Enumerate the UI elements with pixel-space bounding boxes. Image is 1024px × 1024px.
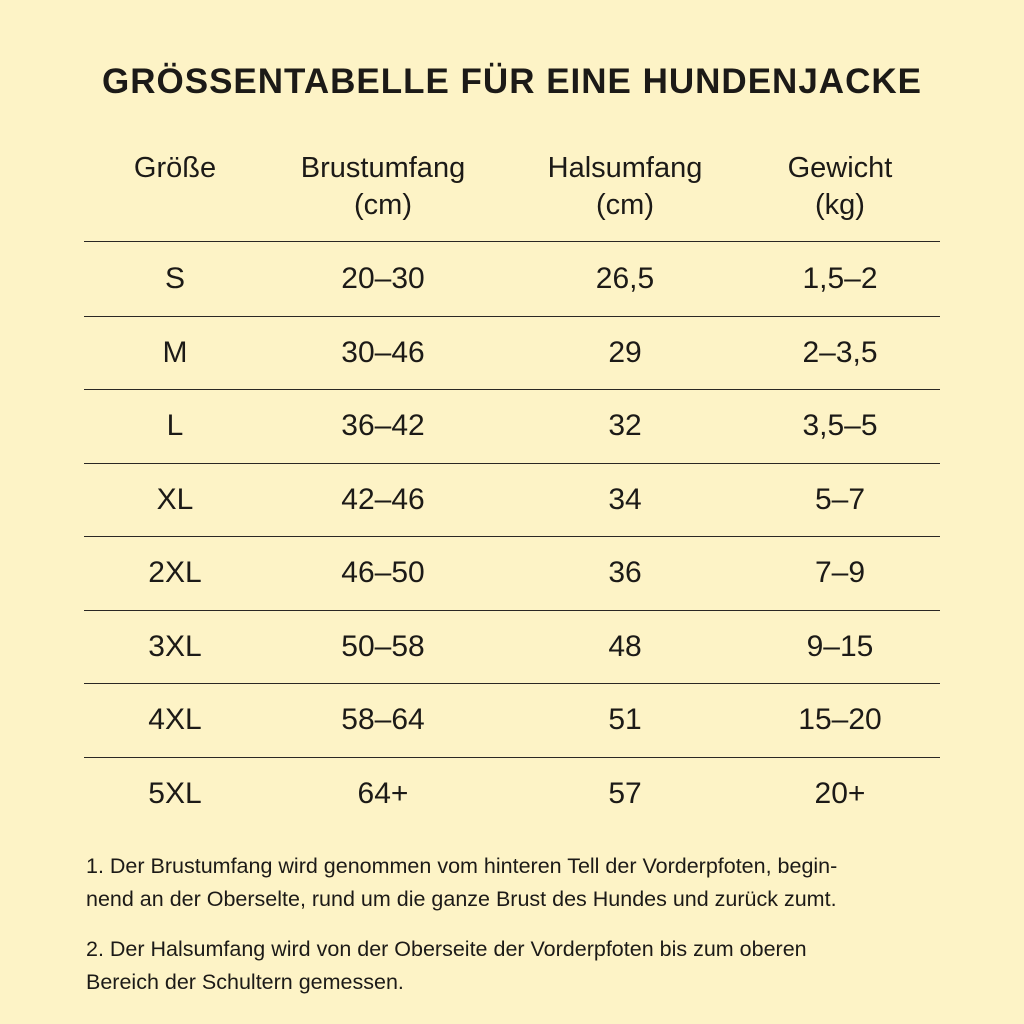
cell-neck: 48	[608, 629, 642, 663]
table-row	[84, 463, 940, 538]
header-chest: Brustumfang (cm)	[300, 152, 466, 221]
footnote-2: 2. Der Halsumfang wird von der Oberseite der Vorderpfoten bis zum oberen Bereich der Schultern gemessen.	[86, 937, 807, 994]
cell-chest: 50–58	[341, 629, 425, 663]
table-row	[84, 610, 940, 685]
table-row	[84, 242, 940, 317]
table-row	[84, 757, 940, 831]
cell-size: 3XL	[148, 629, 202, 663]
cell-size: 4XL	[148, 703, 202, 736]
cell-weight: 5–7	[814, 482, 866, 516]
cell-neck: 34	[608, 482, 642, 516]
cell-neck: 57	[608, 776, 642, 810]
header-neck: Halsumfang (cm)	[547, 152, 703, 221]
cell-size: 5XL	[148, 776, 202, 810]
cell-chest: 46–50	[341, 556, 425, 589]
cell-weight: 1,5–2	[802, 262, 878, 295]
cell-chest: 64+	[357, 776, 409, 810]
cell-size: M	[162, 335, 188, 369]
cell-neck: 26,5	[595, 262, 655, 295]
cell-neck: 36	[608, 556, 642, 589]
cell-chest: 42–46	[341, 482, 425, 516]
table-row	[84, 389, 940, 464]
cell-weight: 15–20	[798, 703, 882, 736]
cell-weight: 9–15	[806, 629, 874, 663]
cell-size: 2XL	[148, 556, 202, 589]
cell-weight: 2–3,5	[802, 335, 878, 369]
cell-chest: 20–30	[341, 262, 425, 295]
cell-chest: 36–42	[341, 409, 425, 442]
cell-weight: 3,5–5	[802, 409, 878, 442]
cell-weight: 7–9	[814, 556, 866, 589]
cell-size: L	[166, 409, 184, 442]
header-weight: Gewicht (kg)	[787, 152, 893, 221]
cell-weight: 20+	[814, 776, 866, 810]
cell-chest: 58–64	[341, 703, 425, 736]
table-header	[84, 150, 940, 242]
cell-size: XL	[156, 482, 194, 516]
table-row	[84, 683, 940, 758]
table-row	[84, 316, 940, 391]
footnote-1: 1. Der Brustumfang wird genommen vom hinteren Tell der Vorderpfoten, begin- nend an der Oberselte, rund um die ganze Brust des Hundes und zurück zumt.	[86, 854, 838, 911]
table-row	[84, 536, 940, 611]
header-size: Größe	[133, 152, 217, 184]
cell-chest: 30–46	[341, 335, 425, 369]
cell-neck: 29	[608, 335, 642, 369]
cell-size: S	[164, 262, 185, 295]
cell-neck: 32	[608, 409, 642, 442]
cell-neck: 51	[608, 703, 642, 736]
page-title: GRÖSSENTABELLE FÜR EINE HUNDENJACKE	[102, 62, 922, 101]
